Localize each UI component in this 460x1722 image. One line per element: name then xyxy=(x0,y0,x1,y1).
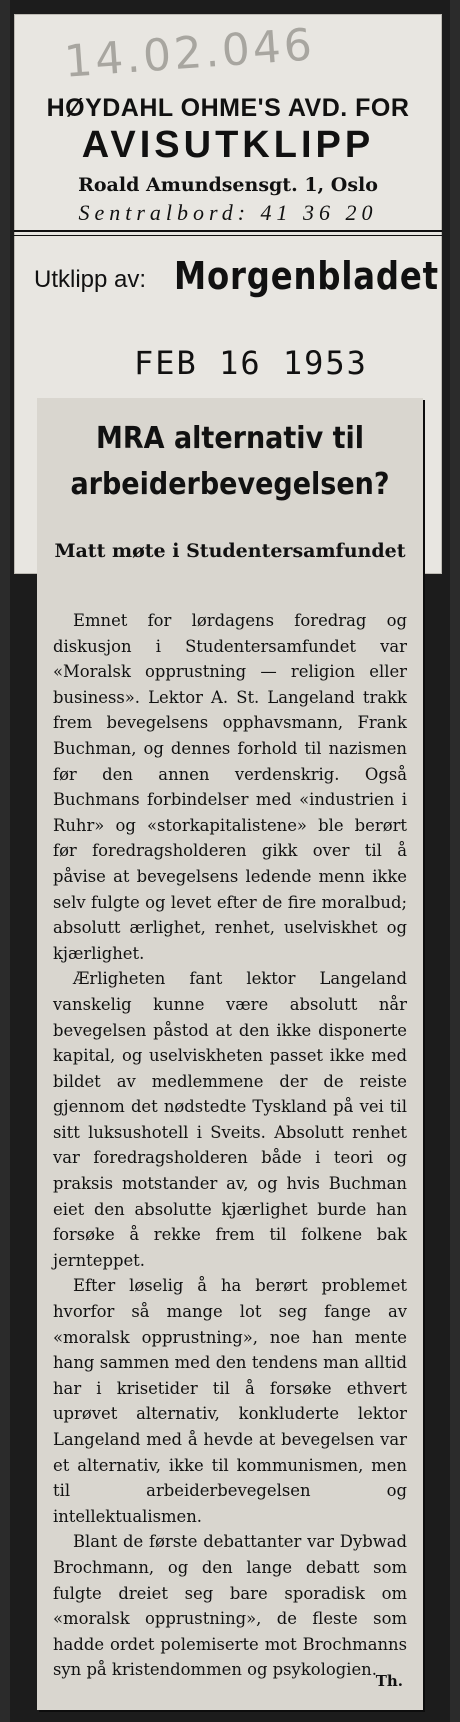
clip-date-stamp: FEB 16 1953 xyxy=(134,344,368,382)
stamp-title: AVISUTKLIPP xyxy=(81,124,375,166)
stamp-address: Roald Amundsensgt. 1, Oslo xyxy=(78,174,378,196)
article-paragraph: Blant de første debattanter var Dybwad Brochmann, og den lange debatt som fulgte dreiet seg bare sporadisk om «moralsk opprustning», de fleste som hadde ordet polemiserte mot Brochmanns syn på kristendommen og psykologien. xyxy=(53,1532,407,1680)
source-label: Utklipp av: xyxy=(34,266,147,293)
article-paragraph: Emnet for lørdagens foredrag og diskusjon i Studentersamfundet var «Moralsk opprustning — religion eller business». Lektor A. St. Langeland trakk frem bevegelsens opphavsmann, Frank Buchman, og dennes forhold til nazismen før den annen verdenskrig. Også Buchmans forbindelser med «industrien i Ruhr» og «storkapitalistene» ble berørt før foredragsholderen gikk over til å påvise at bevegelsens ledende menn ikke selv fulgte og levet efter de fire moralbud; absolutt ærlighet, renhet, uselviskhet og kjærlighet. xyxy=(53,611,407,963)
article-signature: Th. xyxy=(375,1672,403,1690)
newspaper-article xyxy=(37,398,423,1710)
divider xyxy=(14,230,442,232)
divider xyxy=(14,235,442,236)
article-headline: MRA alternativ til arbeiderbevegelsen? xyxy=(70,421,390,502)
article-paragraph: Efter løselig å ha berørt problemet hvorfor så mange lot seg fange av «moralsk opprustning», noe han mente hang sammen med den tendens man alltid har i krisetider til å forsøke ethvert uprøvet alternativ, konkluderte lektor Langeland med å hevde at bevegelsen var et alternativ, ikke til kommunismen, men til arbeiderbevegelsen og intellektualismen. xyxy=(53,1276,407,1526)
stamp-agency-line: HØYDAHL OHME'S AVD. FOR xyxy=(46,94,410,122)
article-paragraph: Ærligheten fant lektor Langeland vanskelig kunne være absolutt når bevegelsen påstod at den ikke disponerte kapital, og uselviskheten passet ikke med bildet av medlemmene der de reiste gjennom det nødstedte Tyskland på vei til sitt luksushotell i Sveits. Absolutt renhet var foredragsholderen både i teori og praksis motstander av, og hvis Buchman eiet den absolutte kjærlighet burde han forsøke å rekke frem til folkene bak jernteppet. xyxy=(53,969,407,1270)
article-body xyxy=(53,608,407,1683)
handwritten-date: 14.02.046 xyxy=(62,19,317,88)
article-subheadline: Matt møte i Studentersamfundet xyxy=(54,540,406,562)
stamp-phone: Sentralbord: 41 36 20 xyxy=(78,200,378,225)
source-newspaper-name: Morgenbladet xyxy=(174,254,439,298)
